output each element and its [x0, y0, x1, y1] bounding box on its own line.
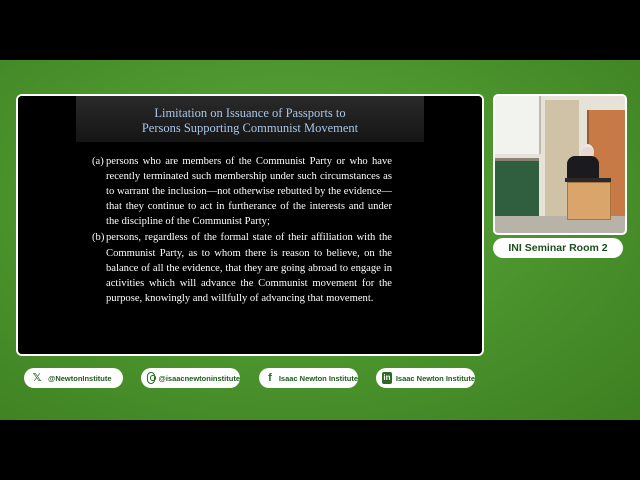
whiteboard	[495, 96, 541, 154]
social-instagram-label: @isaacnewtoninstitute	[158, 373, 240, 383]
social-facebook-label: Isaac Newton Institute	[278, 373, 358, 383]
slide-panel	[16, 94, 484, 356]
presentation-slide	[18, 96, 482, 354]
clause-a	[92, 154, 392, 229]
slide-title-line-1: Limitation on Issuance of Passports to	[154, 106, 346, 120]
social-linkedin-link[interactable]	[376, 368, 475, 388]
room-label: INI Seminar Room 2	[493, 238, 623, 258]
slide-body	[92, 154, 392, 307]
clause-b-mark: (b)	[92, 232, 105, 244]
slide-title-line-2: Persons Supporting Communist Movement	[141, 121, 359, 135]
social-linkedin-label: Isaac Newton Institute	[395, 373, 475, 383]
blackboard	[495, 158, 539, 219]
video-stage	[0, 60, 640, 420]
social-x-label: @NewtonInstitute	[48, 373, 112, 383]
facebook-icon: f	[268, 372, 272, 384]
social-x-link[interactable]	[24, 368, 123, 388]
x-icon: 𝕏	[32, 372, 42, 384]
social-facebook-link[interactable]	[259, 368, 358, 388]
clause-b	[92, 230, 392, 305]
slide-title	[76, 106, 424, 136]
speaker-camera-feed	[493, 94, 627, 235]
clause-a-text: persons who are members of the Communist Party or who have recently terminated such membership under such circumstances as to warrant the inclusion—not otherwise rebutted by the evidence—that they continue to act in furtherance of the interests and under the discipline of the Communist Party;	[106, 156, 392, 228]
clause-b-text: persons, regardless of the formal state of their affiliation with the Communist Party, as to whom there is reason to believe, on the balance of all the evidence, that they are going abroad to engage in activities which will advance the Communist movement for the purpose, knowingly and willfully of advancing that movement.	[106, 232, 392, 304]
instagram-icon	[147, 372, 155, 384]
clause-a-mark: (a)	[92, 156, 104, 167]
social-links	[0, 368, 640, 390]
camera-scene	[495, 96, 625, 233]
linkedin-icon: in	[383, 373, 391, 382]
lectern	[567, 182, 611, 220]
social-instagram-link[interactable]	[141, 368, 240, 388]
